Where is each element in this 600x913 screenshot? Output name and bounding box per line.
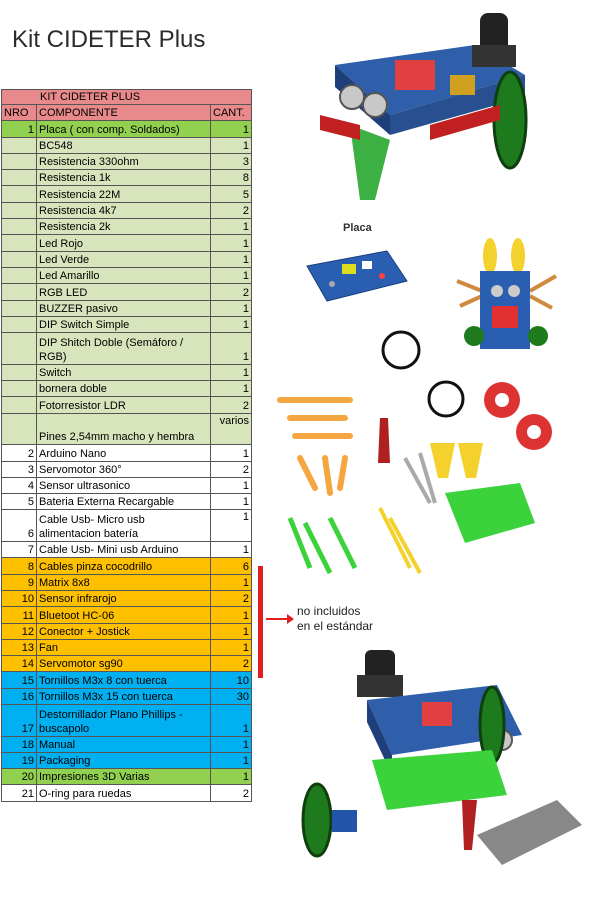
cell-componente: RGB LED xyxy=(37,284,211,300)
cell-nro: 6 xyxy=(2,510,37,542)
table-row xyxy=(2,542,252,558)
table-row xyxy=(2,235,252,251)
header-nro: NRO xyxy=(2,105,37,121)
table-row xyxy=(2,590,252,606)
cell-cant: 1 xyxy=(211,251,252,267)
table-row xyxy=(2,121,252,137)
cell-nro: 17 xyxy=(2,704,37,736)
table-row xyxy=(2,219,252,235)
table-row xyxy=(2,202,252,218)
cell-componente: Fan xyxy=(37,639,211,655)
cell-componente: Bateria Externa Recargable xyxy=(37,494,211,510)
cell-nro xyxy=(2,413,37,445)
table-row xyxy=(2,333,252,365)
cell-componente: Led Verde xyxy=(37,251,211,267)
cell-cant: 1 xyxy=(211,235,252,251)
cell-componente: Cables pinza cocodrillo xyxy=(37,558,211,574)
cell-nro xyxy=(2,186,37,202)
table-row xyxy=(2,381,252,397)
cell-nro xyxy=(2,284,37,300)
cell-componente: Impresiones 3D Varias xyxy=(37,769,211,785)
cell-cant: 8 xyxy=(211,170,252,186)
cell-nro xyxy=(2,153,37,169)
cell-componente: Servomotor sg90 xyxy=(37,656,211,672)
cell-componente: Led Rojo xyxy=(37,235,211,251)
cell-cant: 2 xyxy=(211,590,252,606)
exploded-parts-image xyxy=(270,318,570,588)
cell-componente: Cable Usb- Mini usb Arduino xyxy=(37,542,211,558)
cell-nro xyxy=(2,235,37,251)
table-row xyxy=(2,153,252,169)
cell-cant: 2 xyxy=(211,785,252,801)
table-row xyxy=(2,672,252,688)
cell-componente: Sensor infrarojo xyxy=(37,590,211,606)
pcb-board-image xyxy=(302,246,412,306)
cell-nro: 20 xyxy=(2,769,37,785)
cell-componente: Resistencia 2k xyxy=(37,219,211,235)
header-componente: COMPONENTE xyxy=(37,105,211,121)
table-title: KIT CIDETER PLUS xyxy=(2,90,252,105)
table-row xyxy=(2,558,252,574)
cell-cant: 2 xyxy=(211,397,252,413)
cell-nro xyxy=(2,137,37,153)
cell-cant: 2 xyxy=(211,461,252,477)
cell-componente: Resistencia 4k7 xyxy=(37,202,211,218)
table-row xyxy=(2,752,252,768)
cell-nro xyxy=(2,202,37,218)
table-row xyxy=(2,574,252,590)
cell-nro xyxy=(2,364,37,380)
cell-cant: 1 xyxy=(211,623,252,639)
assembled-robot-image xyxy=(300,5,535,215)
cell-componente: Conector + Jostick xyxy=(37,623,211,639)
cell-cant: 1 xyxy=(211,300,252,316)
cell-nro xyxy=(2,397,37,413)
cell-componente: Resistencia 330ohm xyxy=(37,153,211,169)
arrow-icon xyxy=(266,618,292,620)
cell-cant: 30 xyxy=(211,688,252,704)
component-table xyxy=(1,89,252,802)
cell-cant: 1 xyxy=(211,219,252,235)
cell-cant: 1 xyxy=(211,316,252,332)
cell-componente: Bluetoot HC-06 xyxy=(37,607,211,623)
cell-nro: 3 xyxy=(2,461,37,477)
cell-cant: 1 xyxy=(211,477,252,493)
cell-nro xyxy=(2,381,37,397)
cell-componente: Switch xyxy=(37,364,211,380)
cell-cant: 1 xyxy=(211,510,252,542)
cell-componente: Placa ( con comp. Soldados) xyxy=(37,121,211,137)
cell-componente: Arduino Nano xyxy=(37,445,211,461)
table-row xyxy=(2,510,252,542)
cell-nro: 15 xyxy=(2,672,37,688)
cell-componente: Matrix 8x8 xyxy=(37,574,211,590)
cell-nro: 21 xyxy=(2,785,37,801)
cell-cant: 2 xyxy=(211,202,252,218)
table-row xyxy=(2,186,252,202)
table-row xyxy=(2,477,252,493)
table-row xyxy=(2,284,252,300)
cell-nro xyxy=(2,170,37,186)
table-row xyxy=(2,170,252,186)
cell-nro: 5 xyxy=(2,494,37,510)
cell-cant: 1 xyxy=(211,333,252,365)
cell-cant: 1 xyxy=(211,639,252,655)
cell-cant: 1 xyxy=(211,445,252,461)
robot-with-joystick-image xyxy=(292,640,592,880)
cell-componente: BUZZER pasivo xyxy=(37,300,211,316)
cell-componente: Tornillos M3x 15 con tuerca xyxy=(37,688,211,704)
cell-nro: 18 xyxy=(2,736,37,752)
cell-componente: Led Amarillo xyxy=(37,267,211,283)
cell-componente: bornera doble xyxy=(37,381,211,397)
cell-cant: 1 xyxy=(211,607,252,623)
header-cant: CANT. xyxy=(211,105,252,121)
note-line-1: no incluidos xyxy=(297,604,361,618)
table-row xyxy=(2,656,252,672)
table-header-row xyxy=(2,105,252,121)
cell-cant: varios xyxy=(211,413,252,445)
cell-componente: BC548 xyxy=(37,137,211,153)
cell-componente: Resistencia 1k xyxy=(37,170,211,186)
cell-componente: Sensor ultrasonico xyxy=(37,477,211,493)
table-row xyxy=(2,316,252,332)
note-line-2: en el estándar xyxy=(297,619,374,633)
cell-componente: DIP Shitch Doble (Semáforo / RGB) xyxy=(37,333,211,365)
cell-componente: Servomotor 360° xyxy=(37,461,211,477)
cell-componente: Tornillos M3x 8 con tuerca xyxy=(37,672,211,688)
cell-nro: 2 xyxy=(2,445,37,461)
cell-cant: 3 xyxy=(211,153,252,169)
cell-cant: 1 xyxy=(211,769,252,785)
cell-nro: 1 xyxy=(2,121,37,137)
cell-cant: 1 xyxy=(211,121,252,137)
table-row xyxy=(2,623,252,639)
cell-cant: 2 xyxy=(211,656,252,672)
table-row xyxy=(2,785,252,801)
table-row xyxy=(2,300,252,316)
cell-nro: 4 xyxy=(2,477,37,493)
cell-cant: 1 xyxy=(211,381,252,397)
cell-componente: O-ring para ruedas xyxy=(37,785,211,801)
table-row xyxy=(2,704,252,736)
cell-nro xyxy=(2,267,37,283)
cell-componente: Destornillador Plano Phillips - buscapolo xyxy=(37,704,211,736)
cell-componente: Pines 2,54mm macho y hembra xyxy=(37,413,211,445)
cell-nro: 9 xyxy=(2,574,37,590)
cell-nro: 10 xyxy=(2,590,37,606)
cell-cant: 1 xyxy=(211,736,252,752)
table-row xyxy=(2,688,252,704)
cell-cant: 1 xyxy=(211,137,252,153)
cell-cant: 1 xyxy=(211,494,252,510)
table-row xyxy=(2,607,252,623)
cell-nro xyxy=(2,300,37,316)
cell-componente: Resistencia 22M xyxy=(37,186,211,202)
cell-cant: 1 xyxy=(211,752,252,768)
cell-nro: 12 xyxy=(2,623,37,639)
table-row xyxy=(2,494,252,510)
cell-componente: Manual xyxy=(37,736,211,752)
cell-cant: 10 xyxy=(211,672,252,688)
cell-nro xyxy=(2,251,37,267)
page-title: Kit CIDETER Plus xyxy=(12,26,206,53)
cell-nro: 16 xyxy=(2,688,37,704)
cell-nro xyxy=(2,316,37,332)
table-row xyxy=(2,364,252,380)
table-row xyxy=(2,769,252,785)
cell-cant: 1 xyxy=(211,267,252,283)
cell-componente: DIP Switch Simple xyxy=(37,316,211,332)
table-row xyxy=(2,137,252,153)
not-included-bracket xyxy=(258,566,263,678)
cell-nro: 19 xyxy=(2,752,37,768)
cell-cant: 1 xyxy=(211,574,252,590)
not-included-note xyxy=(297,604,373,634)
cell-cant: 2 xyxy=(211,284,252,300)
cell-cant: 5 xyxy=(211,186,252,202)
table-row xyxy=(2,251,252,267)
cell-cant: 6 xyxy=(211,558,252,574)
table-row xyxy=(2,461,252,477)
cell-nro: 13 xyxy=(2,639,37,655)
cell-cant: 1 xyxy=(211,704,252,736)
cell-nro xyxy=(2,219,37,235)
table-row xyxy=(2,736,252,752)
table-row xyxy=(2,445,252,461)
table-row xyxy=(2,267,252,283)
cell-cant: 1 xyxy=(211,542,252,558)
cell-nro xyxy=(2,333,37,365)
cell-cant: 1 xyxy=(211,364,252,380)
table-row xyxy=(2,639,252,655)
cell-nro: 14 xyxy=(2,656,37,672)
cell-componente: Fotorresistor LDR xyxy=(37,397,211,413)
cell-componente: Packaging xyxy=(37,752,211,768)
cell-nro: 8 xyxy=(2,558,37,574)
cell-nro: 7 xyxy=(2,542,37,558)
cell-nro: 11 xyxy=(2,607,37,623)
cell-componente: Cable Usb- Micro usb alimentacion batería xyxy=(37,510,211,542)
table-row xyxy=(2,397,252,413)
table-row xyxy=(2,413,252,445)
placa-label: Placa xyxy=(343,222,372,234)
